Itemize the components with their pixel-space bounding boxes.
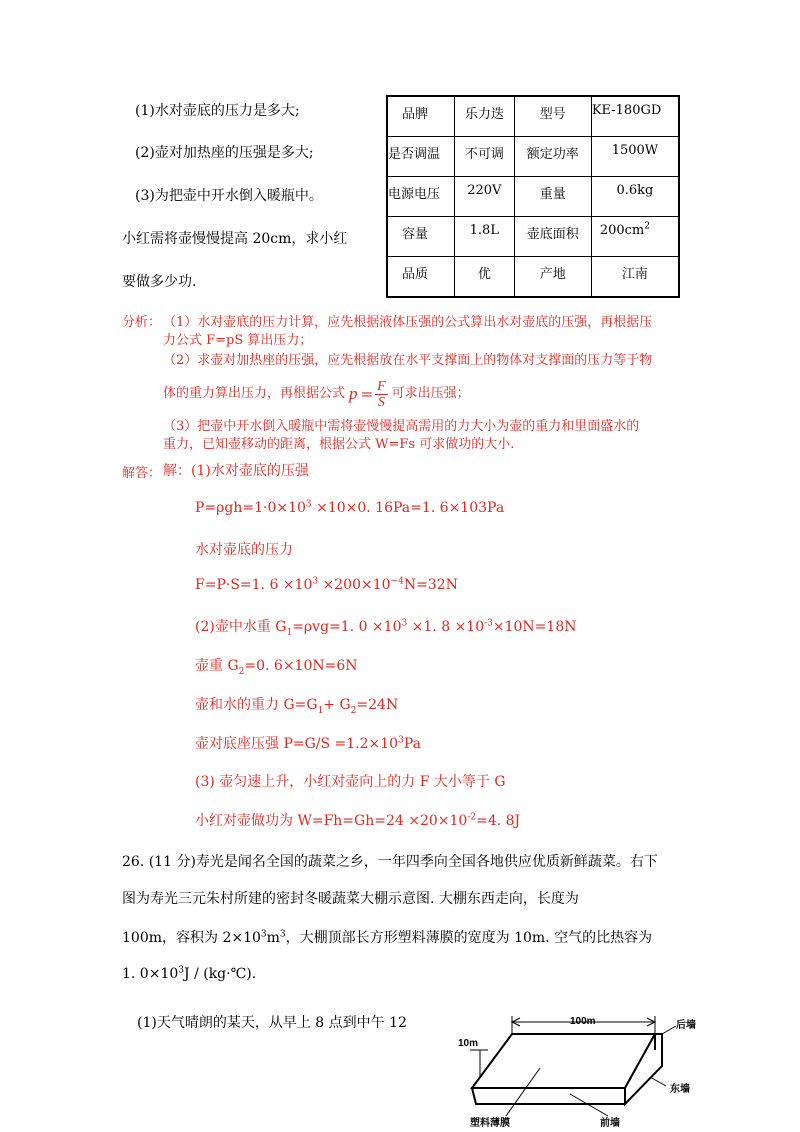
analysis-line: （1）水对壶底的压力计算，应先根据液体压强的公式算出水对壶底的压强，再根据压 — [163, 315, 653, 330]
table-cell: 0.6kg — [591, 177, 679, 217]
subscript: 2 — [238, 666, 245, 677]
table-cell: 品脾 — [387, 96, 454, 137]
table-cell: 不可调 — [454, 137, 514, 177]
table-row — [387, 137, 679, 177]
text: N=32N — [403, 577, 458, 593]
text: + G — [323, 697, 351, 713]
formula-p: p — [349, 384, 358, 403]
q26-line — [122, 927, 652, 947]
exponent: 3 — [312, 576, 319, 587]
table-cell: 品质 — [387, 256, 454, 297]
table-cell: KE-180GD — [591, 96, 679, 137]
table-cell: 220V — [454, 177, 514, 217]
table-cell: 江南 — [591, 256, 679, 297]
front-wall — [472, 1088, 625, 1104]
analysis-line: （3）把壶中开水倒入暖瓶中需将壶慢慢提高需用的力大小为壶的重力和里面盛水的 — [163, 419, 640, 434]
text: ×10×0. 16Pa=1. 6×103Pa — [311, 500, 505, 516]
exponent: 3 — [401, 618, 408, 629]
table-cell: 产地 — [514, 256, 591, 297]
text: ×10N=18N — [492, 619, 577, 635]
text: J / (kg·℃). — [184, 966, 257, 982]
q26-line: (1)天气晴朗的某天，从早上 8 点到中午 12 — [137, 1015, 407, 1031]
q26-line: 图为寿光三元朱村所建的密封冬暖蔬菜大棚示意图. 大棚东西走向，长度为 — [122, 891, 579, 907]
table-row — [387, 216, 679, 256]
question-1: (1)水对壶底的压力是多大; — [135, 103, 300, 119]
formula-numerator: F — [377, 378, 386, 394]
back-wall-label: 后墙 — [676, 1020, 696, 1031]
table-cell — [591, 216, 679, 256]
table-cell: 额定功率 — [514, 137, 591, 177]
table-cell: 乐力迭 — [454, 96, 514, 137]
text: 1. 0×10 — [122, 966, 179, 982]
exponent: -3 — [484, 618, 493, 629]
table-cell: 壶底面积 — [514, 216, 591, 256]
question-2: (2)壶对加热座的压强是多大; — [135, 145, 314, 161]
solution-line: 解：(1)水对壶底的压强 — [163, 463, 309, 479]
text: =4. 8J — [476, 813, 521, 829]
solution-label: 解答： — [122, 466, 162, 481]
text: ，大棚顶部长方形塑料薄膜的宽度为 10m. 空气的比热容为 — [285, 930, 653, 946]
exponent: 3 — [260, 929, 267, 940]
question-3-end: 要做多少功. — [122, 274, 197, 290]
table-cell: 是否调温 — [387, 137, 454, 177]
subscript: 2 — [350, 705, 357, 716]
greenhouse-diagram — [450, 1012, 702, 1128]
film-label: 塑料薄膜 — [470, 1118, 510, 1128]
table-cell: 1500W — [591, 137, 679, 177]
roof-film — [472, 1034, 655, 1088]
question-3-cont: 小红需将壶慢慢提高 20cm，求小红 — [122, 231, 348, 247]
table-cell: 电源电压 — [387, 177, 454, 217]
leader-line — [650, 1077, 666, 1086]
table-cell: 重量 — [514, 177, 591, 217]
text: =24N — [356, 697, 399, 713]
analysis-line: （2）求壶对加热座的压强，应先根据放在水平支撑面上的物体对支撑面的压力等于物 — [163, 353, 653, 368]
question-3: (3)为把壶中开水倒入暖瓶中。 — [135, 188, 323, 204]
subscript: 1 — [317, 705, 324, 716]
solution-line — [195, 500, 504, 516]
solution-line — [195, 810, 520, 830]
text: =0. 6×10N=6N — [244, 658, 358, 674]
text: =ρvg=1. 0 ×10 — [292, 619, 402, 635]
solution-line — [195, 733, 421, 753]
solution-line — [195, 616, 576, 636]
spec-table — [386, 95, 680, 298]
exponent: −4 — [390, 576, 404, 587]
leader-line — [662, 1026, 676, 1034]
solution-line — [195, 655, 358, 675]
q26-line — [122, 966, 256, 982]
exponent: -2 — [467, 812, 477, 823]
formula-denominator: S — [377, 394, 385, 410]
table-row — [387, 177, 679, 217]
analysis-line: 重力，已知壶移动的距离，根据公式 W=Fs 可求做功的大小. — [163, 437, 515, 452]
formula-equals: = — [360, 385, 374, 403]
area-exponent: 2 — [644, 221, 650, 232]
text: ×200×10 — [318, 577, 391, 593]
subscript: 1 — [286, 627, 293, 638]
exponent: 3 — [305, 499, 312, 510]
analysis-line: 力公式 F=pS 算出压力； — [163, 333, 313, 348]
text: ×1. 8 ×10 — [407, 619, 485, 635]
text: 壶重 G — [195, 658, 239, 674]
analysis-text: 可求出压强； — [391, 386, 470, 401]
q26-line: 26. (11 分)寿光是闻名全国的蔬菜之乡，一年四季向全国各地供应优质新鲜蔬菜。右下 — [122, 854, 658, 870]
solution-line — [195, 577, 458, 593]
analysis-formula-line — [163, 374, 470, 414]
width-label: 10m — [458, 1038, 479, 1049]
text: 壶和水的重力 G=G — [195, 697, 318, 713]
text: 壶对底座压强 P=G/S =1.2×10 — [195, 736, 399, 752]
table-cell: 1.8L — [454, 216, 514, 256]
table-row — [387, 256, 679, 297]
solution-line: 水对壶底的压力 — [195, 542, 293, 558]
table-cell: 型号 — [514, 96, 591, 137]
exponent: 3 — [398, 735, 404, 746]
text: Pa — [403, 736, 421, 752]
exponent: 3 — [279, 929, 286, 940]
text: 100m，容积为 2×10 — [122, 930, 261, 946]
text: P=ρgh=1·0×10 — [195, 500, 306, 516]
area-value: 200cm — [599, 222, 645, 238]
table-row — [387, 96, 679, 137]
table-cell: 优 — [454, 256, 514, 297]
text: (2)壶中水重 G — [195, 619, 287, 635]
front-wall-label: 前墙 — [600, 1118, 620, 1128]
length-label: 100m — [570, 1016, 596, 1027]
text: F=P·S=1. 6 ×10 — [195, 577, 313, 593]
east-wall-label: 东墙 — [670, 1084, 690, 1095]
text: m — [266, 930, 280, 946]
solution-line — [195, 694, 398, 714]
solution-line: (3) 壶匀速上升，小红对壶向上的力 F 大小等于 G — [195, 774, 506, 790]
analysis-text: 体的重力算出压力，再根据公式 — [163, 386, 346, 401]
table-cell: 容量 — [387, 216, 454, 256]
exponent: 3 — [178, 965, 184, 976]
analysis-label: 分析： — [122, 315, 162, 330]
formula-fraction — [375, 379, 388, 410]
text: 小红对壶做功为 W=Fh=Gh=24 ×20×10 — [195, 813, 468, 829]
